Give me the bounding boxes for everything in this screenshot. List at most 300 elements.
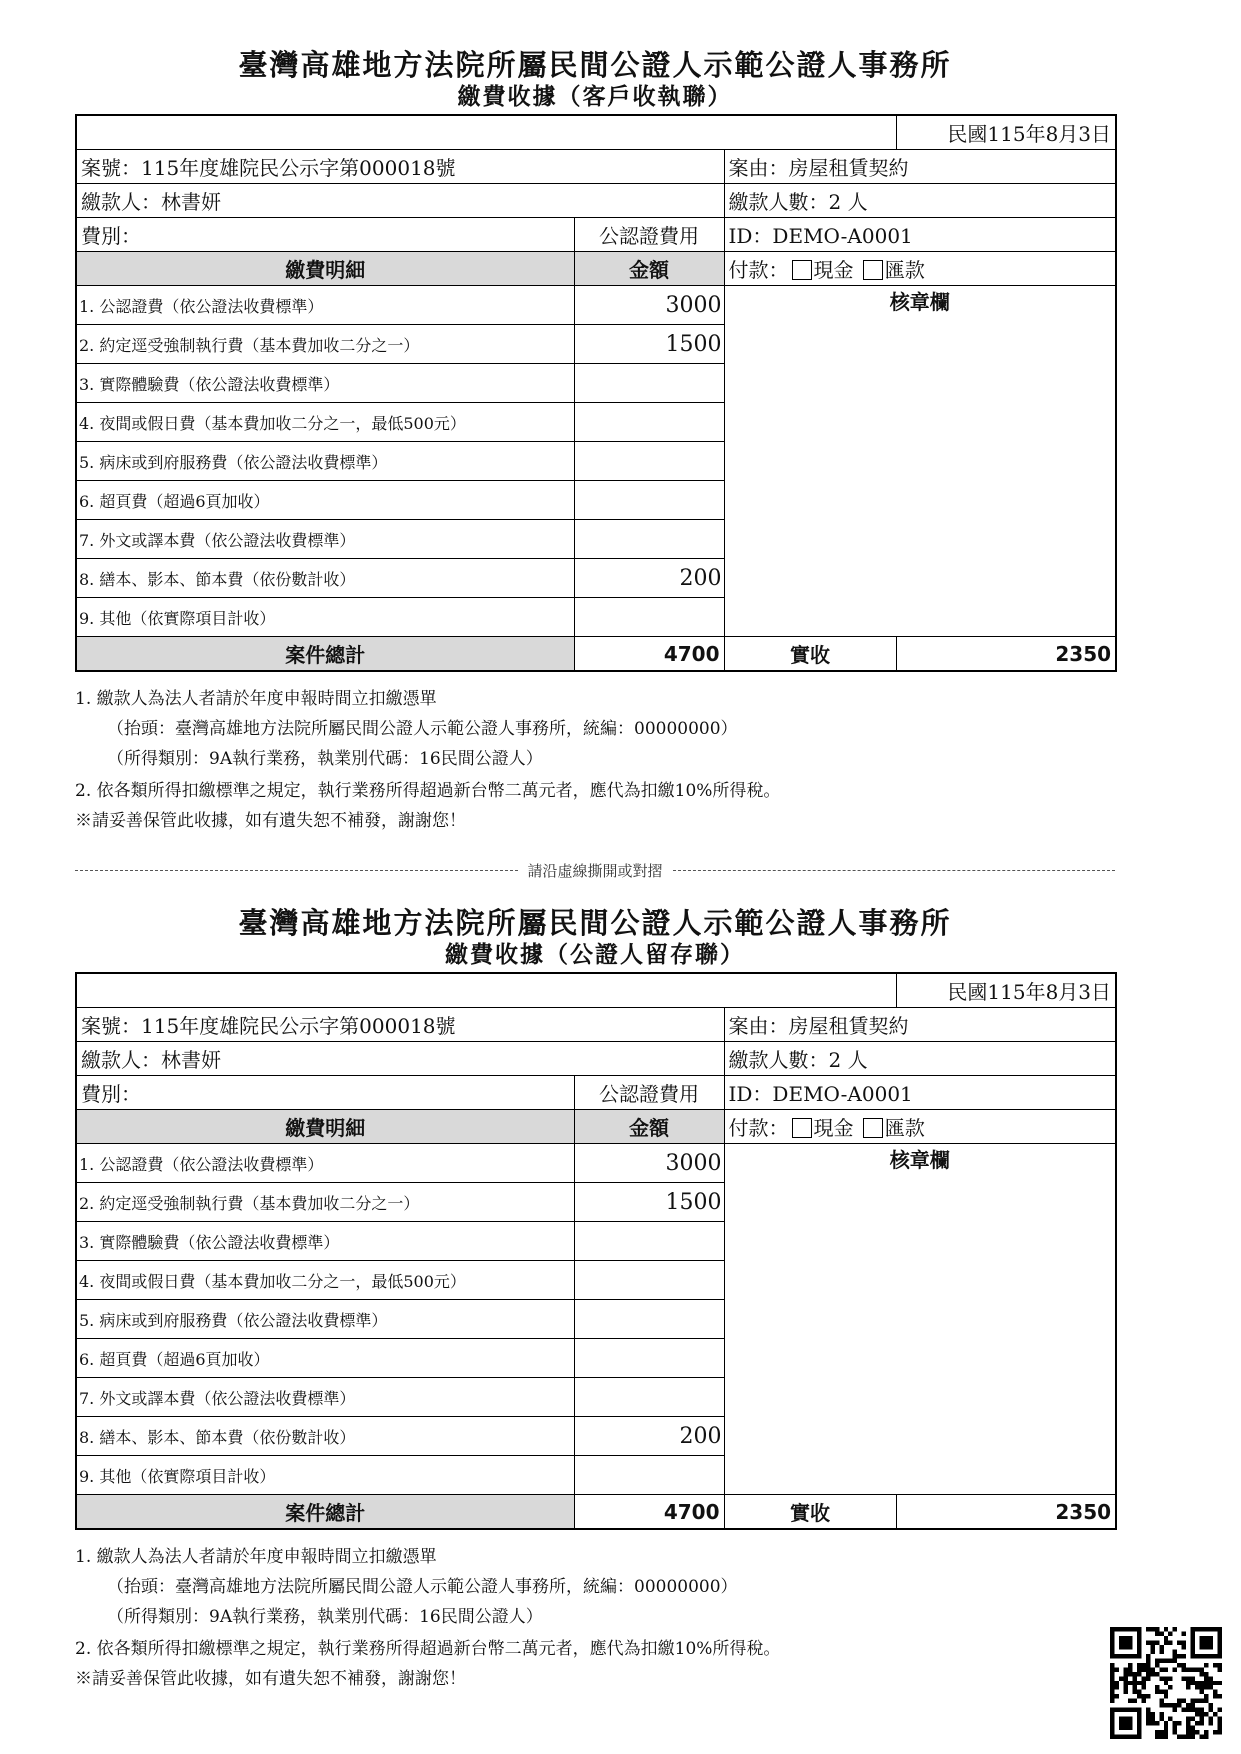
qr-module [1200,1717,1204,1721]
qr-module [1182,1631,1186,1635]
qr-module [1218,1663,1222,1667]
qr-module [1164,1730,1168,1734]
qr-module [1204,1654,1208,1658]
qr-module [1146,1672,1150,1676]
qr-module [1155,1658,1159,1662]
payment-method [724,1110,1116,1144]
fee-type-value: 公認證費用 [574,1076,724,1110]
total-value: 4700 [574,1495,724,1530]
qr-module [1209,1627,1213,1631]
qr-module [1213,1690,1217,1694]
qr-module [1141,1699,1145,1703]
qr-module [1186,1730,1190,1734]
fee-item: 2. 約定逕受強制執行費（基本費加收二分之一） [76,1183,574,1222]
qr-module [1150,1712,1154,1716]
qr-module [1177,1721,1181,1725]
qr-module [1150,1627,1154,1631]
note-2: 2. 依各類所得扣繳標準之規定，執行業務所得超過新台幣二萬元者，應代為扣繳10%所得稅。 [75,1639,781,1659]
qr-module [1177,1735,1181,1739]
qr-module [1186,1667,1190,1671]
qr-module [1164,1726,1168,1730]
transfer-checkbox[interactable] [863,1118,883,1138]
qr-module [1213,1730,1217,1734]
qr-module [1218,1636,1222,1640]
qr-module [1204,1676,1208,1680]
qr-module [1204,1699,1208,1703]
qr-module [1204,1681,1208,1685]
qr-module [1123,1735,1127,1739]
fee-type-value: 公認證費用 [574,218,724,252]
qr-module [1123,1708,1127,1712]
qr-module [1119,1735,1123,1739]
qr-module [1164,1694,1168,1698]
qr-module [1123,1726,1127,1730]
qr-module [1200,1640,1204,1644]
qr-module [1200,1645,1204,1649]
qr-module [1191,1654,1195,1658]
qr-module [1173,1721,1177,1725]
qr-module [1128,1717,1132,1721]
qr-module [1128,1708,1132,1712]
qr-module [1182,1735,1186,1739]
fee-amount: 3000 [574,286,724,325]
transfer-label: 匯款 [884,1116,925,1140]
fee-item: 4. 夜間或假日費（基本費加收二分之一，最低500元） [76,1261,574,1300]
qr-module [1123,1690,1127,1694]
qr-module [1141,1681,1145,1685]
qr-module [1155,1663,1159,1667]
qr-module [1209,1717,1213,1721]
qr-module [1218,1654,1222,1658]
qr-module [1141,1685,1145,1689]
payment-method [724,252,1116,286]
qr-module [1218,1708,1222,1712]
fee-amount [574,1339,724,1378]
qr-module [1159,1658,1163,1662]
case-subject: 案由：房屋租賃契約 [724,150,1116,184]
qr-module [1218,1649,1222,1653]
fee-amount [574,1300,724,1339]
cut-line [75,860,1115,880]
qr-module [1155,1672,1159,1676]
qr-module [1159,1676,1163,1680]
qr-module [1110,1667,1114,1671]
receipt-id: ID：DEMO-A0001 [724,1076,1116,1110]
qr-module [1159,1645,1163,1649]
qr-module [1137,1636,1141,1640]
qr-module [1195,1699,1199,1703]
qr-module [1132,1627,1136,1631]
fee-amount: 3000 [574,1144,724,1183]
qr-module [1155,1735,1159,1739]
fee-item: 3. 實際體驗費（依公證法收費標準） [76,1222,574,1261]
qr-module [1123,1636,1127,1640]
qr-module [1110,1627,1114,1631]
note-1: 1. 繳款人為法人者請於年度申報時間立扣繳憑單 [75,689,437,709]
qr-module [1137,1712,1141,1716]
qr-module [1168,1685,1172,1689]
qr-module [1128,1636,1132,1640]
qr-module [1168,1676,1172,1680]
qr-module [1200,1627,1204,1631]
qr-module [1195,1730,1199,1734]
qr-module [1173,1667,1177,1671]
fee-amount [574,598,724,637]
qr-module [1200,1712,1204,1716]
qr-module [1155,1631,1159,1635]
qr-module [1114,1667,1118,1671]
qr-module [1200,1636,1204,1640]
qr-module [1110,1694,1114,1698]
note-1: 1. 繳款人為法人者請於年度申報時間立扣繳憑單 [75,1547,437,1567]
qr-module [1195,1654,1199,1658]
qr-module [1218,1726,1222,1730]
qr-module [1209,1703,1213,1707]
qr-module [1173,1708,1177,1712]
qr-module [1110,1717,1114,1721]
qr-module [1119,1640,1123,1644]
qr-module [1159,1667,1163,1671]
qr-module [1128,1645,1132,1649]
payment-label: 付款： [728,258,789,282]
qr-module [1146,1676,1150,1680]
notes [75,684,1115,836]
note-3: ※請妥善保管此收據，如有遺失恕不補發，謝謝您！ [75,1669,466,1689]
qr-module [1150,1645,1154,1649]
qr-module [1141,1694,1145,1698]
payer-name: 繳款人：林書妍 [76,1042,724,1076]
fee-item: 1. 公認證費（依公證法收費標準） [76,1144,574,1183]
qr-module [1195,1627,1199,1631]
case-subject: 案由：房屋租賃契約 [724,1008,1116,1042]
qr-module [1209,1645,1213,1649]
qr-module [1123,1685,1127,1689]
qr-module [1132,1676,1136,1680]
paid-label: 實收 [724,1495,896,1530]
qr-module [1168,1703,1172,1707]
transfer-checkbox[interactable] [863,260,883,280]
qr-module [1164,1721,1168,1725]
qr-module [1204,1627,1208,1631]
qr-module [1146,1654,1150,1658]
qr-module [1123,1676,1127,1680]
qr-module [1137,1663,1141,1667]
qr-module [1186,1708,1190,1712]
qr-module [1177,1699,1181,1703]
qr-module [1150,1721,1154,1725]
qr-module [1150,1717,1154,1721]
receipt-table [75,114,1117,672]
qr-module [1137,1649,1141,1653]
notes [75,1542,1115,1694]
qr-module [1110,1726,1114,1730]
qr-module [1159,1699,1163,1703]
qr-module [1110,1712,1114,1716]
fee-item: 4. 夜間或假日費（基本費加收二分之一，最低500元） [76,403,574,442]
qr-module [1191,1717,1195,1721]
qr-module [1204,1672,1208,1676]
qr-module [1132,1681,1136,1685]
qr-module [1191,1631,1195,1635]
qr-module [1164,1640,1168,1644]
qr-module [1128,1627,1132,1631]
fee-item: 7. 外文或譯本費（依公證法收費標準） [76,1378,574,1417]
stamp-area: 核章欄 [724,286,1116,637]
qr-module [1182,1699,1186,1703]
qr-module [1191,1649,1195,1653]
qr-module [1155,1730,1159,1734]
qr-module [1132,1699,1136,1703]
note-1b: （所得類別：9A執行業務，執業別代碼：16民間公證人） [107,749,543,769]
qr-module [1155,1690,1159,1694]
qr-module [1204,1685,1208,1689]
qr-module [1132,1735,1136,1739]
qr-module [1110,1631,1114,1635]
qr-module [1191,1627,1195,1631]
case-number: 案號：115年度雄院民公示字第000018號 [76,150,724,184]
qr-module [1114,1735,1118,1739]
qr-module [1132,1690,1136,1694]
qr-module [1123,1654,1127,1658]
qr-module [1191,1667,1195,1671]
qr-module [1132,1672,1136,1676]
qr-module [1137,1627,1141,1631]
qr-module [1186,1735,1190,1739]
qr-module [1213,1681,1217,1685]
qr-module [1177,1654,1181,1658]
fee-item: 6. 超頁費（超過6頁加收） [76,481,574,520]
qr-module [1128,1721,1132,1725]
qr-module [1200,1708,1204,1712]
qr-module [1110,1654,1114,1658]
qr-module [1191,1703,1195,1707]
fee-item: 9. 其他（依實際項目計收） [76,1456,574,1495]
case-number: 案號：115年度雄院民公示字第000018號 [76,1008,724,1042]
office-title: 臺灣高雄地方法院所屬民間公證人示範公證人事務所 [238,906,952,940]
total-value: 4700 [574,637,724,672]
qr-module [1114,1681,1118,1685]
fee-item: 5. 病床或到府服務費（依公證法收費標準） [76,442,574,481]
qr-module [1164,1627,1168,1631]
qr-module [1146,1627,1150,1631]
qr-module [1137,1681,1141,1685]
qr-module [1191,1681,1195,1685]
cash-checkbox[interactable] [792,1118,812,1138]
qr-module [1159,1631,1163,1635]
fee-item: 8. 繕本、影本、節本費（依份數計收） [76,1417,574,1456]
qr-module [1137,1631,1141,1635]
qr-module [1164,1681,1168,1685]
payer-count: 繳款人數：2 人 [724,184,1116,218]
qr-module [1110,1676,1114,1680]
qr-module [1137,1730,1141,1734]
fee-amount [574,1222,724,1261]
qr-module [1114,1654,1118,1658]
qr-module [1141,1667,1145,1671]
qr-module [1213,1627,1217,1631]
qr-module [1119,1636,1123,1640]
qr-module [1173,1627,1177,1631]
qr-module [1218,1645,1222,1649]
qr-module [1191,1645,1195,1649]
qr-module [1209,1676,1213,1680]
fee-amount: 1500 [574,1183,724,1222]
qr-module [1110,1663,1114,1667]
note-3: ※請妥善保管此收據，如有遺失恕不補發，謝謝您！ [75,811,466,831]
qr-module [1159,1690,1163,1694]
dashed-line-right [673,870,1116,871]
qr-module [1168,1717,1172,1721]
qr-module [1123,1681,1127,1685]
qr-module [1195,1685,1199,1689]
qr-module [1128,1735,1132,1739]
receipt-notary-copy [75,906,1115,1694]
paid-value: 2350 [896,637,1116,672]
qr-module [1200,1667,1204,1671]
total-label: 案件總計 [76,637,574,672]
detail-header: 繳費明細 [76,252,574,286]
qr-module [1209,1685,1213,1689]
qr-module [1182,1708,1186,1712]
qr-module [1177,1640,1181,1644]
qr-module [1137,1667,1141,1671]
qr-module [1155,1685,1159,1689]
fee-amount: 200 [574,1417,724,1456]
qr-module [1209,1654,1213,1658]
qr-module [1182,1640,1186,1644]
qr-module [1200,1672,1204,1676]
qr-module [1218,1631,1222,1635]
qr-module [1218,1694,1222,1698]
qr-module [1186,1721,1190,1725]
qr-module [1110,1636,1114,1640]
amount-header: 金額 [574,252,724,286]
qr-module [1110,1730,1114,1734]
amount-header: 金額 [574,1110,724,1144]
qr-module [1209,1636,1213,1640]
qr-module [1155,1627,1159,1631]
qr-module [1110,1685,1114,1689]
qr-module [1204,1712,1208,1716]
qr-module [1209,1640,1213,1644]
cash-label: 現金 [813,258,854,282]
qr-module [1128,1654,1132,1658]
qr-module [1132,1708,1136,1712]
qr-module [1191,1726,1195,1730]
qr-module [1137,1726,1141,1730]
receipt-id: ID：DEMO-A0001 [724,218,1116,252]
qr-module [1204,1645,1208,1649]
qr-module [1137,1672,1141,1676]
qr-module [1146,1640,1150,1644]
qr-module [1110,1708,1114,1712]
fee-item: 1. 公認證費（依公證法收費標準） [76,286,574,325]
fee-type-label: 費別： [76,1076,574,1110]
note-1a: （抬頭：臺灣高雄地方法院所屬民間公證人示範公證人事務所，統編：00000000） [107,719,738,739]
qr-module [1173,1649,1177,1653]
qr-module [1110,1672,1114,1676]
qr-module [1155,1721,1159,1725]
qr-module [1159,1649,1163,1653]
blank-cell [76,115,896,150]
qr-module [1123,1667,1127,1671]
qr-module [1195,1721,1199,1725]
qr-module [1195,1667,1199,1671]
qr-module [1137,1640,1141,1644]
qr-module [1146,1658,1150,1662]
receipt-title: 繳費收據（客戶收執聯） [457,84,733,110]
qr-module [1159,1735,1163,1739]
qr-module [1200,1654,1204,1658]
qr-module [1164,1636,1168,1640]
qr-code-icon [1110,1627,1222,1739]
payer-name: 繳款人：林書妍 [76,184,724,218]
qr-module [1110,1649,1114,1653]
cash-checkbox[interactable] [792,260,812,280]
qr-module [1186,1717,1190,1721]
qr-module [1164,1703,1168,1707]
qr-module [1164,1690,1168,1694]
qr-module [1168,1631,1172,1635]
qr-module [1128,1667,1132,1671]
qr-module [1209,1721,1213,1725]
qr-module [1146,1663,1150,1667]
qr-module [1123,1672,1127,1676]
qr-module [1123,1640,1127,1644]
fee-item: 7. 外文或譯本費（依公證法收費標準） [76,520,574,559]
paid-label: 實收 [724,637,896,672]
qr-module [1200,1721,1204,1725]
qr-module [1195,1712,1199,1716]
qr-module [1114,1694,1118,1698]
qr-module [1119,1721,1123,1725]
cut-line-text: 請沿虛線撕開或對摺 [527,861,663,880]
qr-module [1110,1699,1114,1703]
qr-module [1173,1726,1177,1730]
qr-module [1159,1730,1163,1734]
qr-module [1186,1685,1190,1689]
fee-item: 2. 約定逕受強制執行費（基本費加收二分之一） [76,325,574,364]
fee-amount [574,442,724,481]
qr-module [1141,1676,1145,1680]
qr-module [1150,1667,1154,1671]
fee-amount [574,1456,724,1495]
qr-module [1218,1730,1222,1734]
fee-item: 5. 病床或到府服務費（依公證法收費標準） [76,1300,574,1339]
qr-module [1182,1663,1186,1667]
qr-module [1204,1663,1208,1667]
qr-module [1164,1735,1168,1739]
fee-amount: 200 [574,559,724,598]
qr-module [1146,1694,1150,1698]
qr-module [1186,1676,1190,1680]
qr-module [1218,1721,1222,1725]
qr-module [1200,1685,1204,1689]
total-label: 案件總計 [76,1495,574,1530]
qr-module [1200,1681,1204,1685]
qr-module [1119,1645,1123,1649]
fee-amount [574,1378,724,1417]
qr-module [1164,1667,1168,1671]
qr-module [1155,1640,1159,1644]
qr-module [1123,1717,1127,1721]
qr-module [1146,1712,1150,1716]
qr-module [1213,1663,1217,1667]
qr-module [1173,1730,1177,1734]
qr-module [1191,1708,1195,1712]
fee-amount [574,403,724,442]
qr-module [1182,1676,1186,1680]
